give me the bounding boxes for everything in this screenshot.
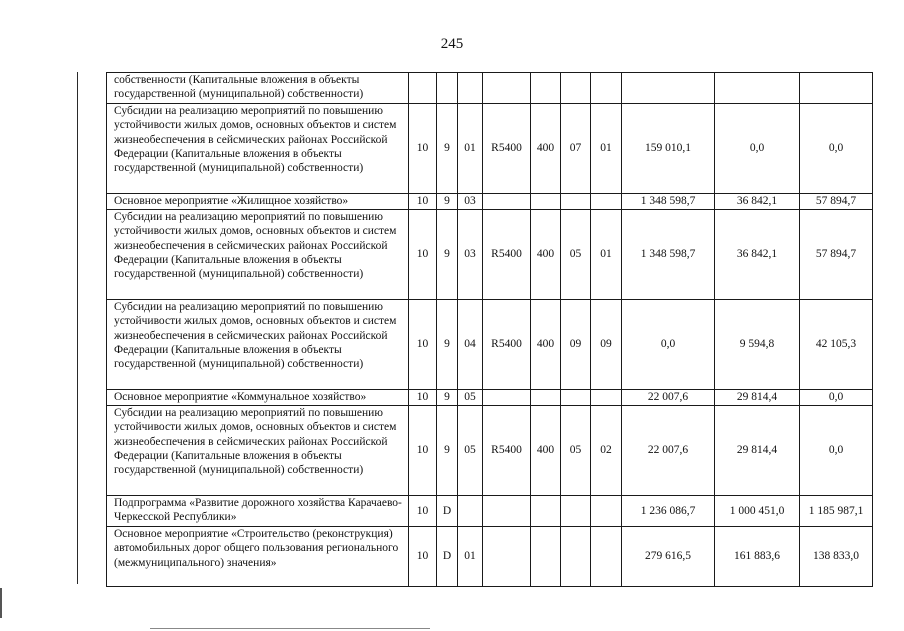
amount-2: 36 842,1 [715,210,800,300]
code-c: 05 [458,390,483,406]
amount-3: 138 833,0 [800,527,873,587]
code-f [561,496,591,527]
code-b: 9 [437,300,458,390]
code-d [483,73,531,104]
code-b: D [437,527,458,587]
row-description: Основное мероприятие «Коммунальное хозяйство» [107,390,409,406]
code-g: 01 [591,104,622,194]
code-c: 01 [458,527,483,587]
code-d [483,390,531,406]
amount-1: 1 348 598,7 [622,194,715,210]
amount-1: 0,0 [622,300,715,390]
code-d: R5400 [483,300,531,390]
amount-3: 42 105,3 [800,300,873,390]
code-f: 05 [561,406,591,496]
code-b: 9 [437,406,458,496]
code-c: 01 [458,104,483,194]
code-c: 04 [458,300,483,390]
amount-2: 1 000 451,0 [715,496,800,527]
code-e: 400 [531,104,561,194]
code-a: 10 [409,194,437,210]
row-description: собственности (Капитальные вложения в объекты государственной (муниципальной) собственности) [107,73,409,104]
row-description: Основное мероприятие «Строительство (реконструкция) автомобильных дорог общего пользования регионального (межмуниципального) значения» [107,527,409,587]
amount-1: 159 010,1 [622,104,715,194]
code-a: 10 [409,406,437,496]
code-g: 01 [591,210,622,300]
row-description: Субсидии на реализацию мероприятий по повышению устойчивости жилых домов, основных объектов и систем жизнеобеспечения в сейсмических районах Российской Федерации (Капитальные вложения в объекты государственной (муниципальной) собственности) [107,406,409,496]
code-d: R5400 [483,104,531,194]
code-a: 10 [409,496,437,527]
amount-2: 29 814,4 [715,390,800,406]
code-f [561,527,591,587]
amount-2: 36 842,1 [715,194,800,210]
scan-bottom-line [150,628,430,629]
code-f: 07 [561,104,591,194]
code-g [591,73,622,104]
amount-1: 1 236 086,7 [622,496,715,527]
table-row [107,390,873,406]
code-d [483,194,531,210]
table-row [107,406,873,496]
code-c: 03 [458,210,483,300]
code-f: 05 [561,210,591,300]
code-c: 03 [458,194,483,210]
budget-table-body [107,73,873,587]
table-row [107,300,873,390]
code-f [561,194,591,210]
amount-2 [715,73,800,104]
code-e: 400 [531,300,561,390]
scan-edge-mark [0,588,2,618]
table-row [107,73,873,104]
code-f [561,73,591,104]
amount-1 [622,73,715,104]
table-row [107,527,873,587]
code-g: 02 [591,406,622,496]
code-g [591,527,622,587]
code-b: 9 [437,104,458,194]
code-a: 10 [409,300,437,390]
code-d [483,496,531,527]
code-b: 9 [437,210,458,300]
code-a [409,73,437,104]
code-b: 9 [437,194,458,210]
row-description: Подпрограмма «Развитие дорожного хозяйства Карачаево-Черкесской Республики» [107,496,409,527]
amount-3: 0,0 [800,406,873,496]
code-g [591,194,622,210]
amount-1: 1 348 598,7 [622,210,715,300]
code-b: 9 [437,390,458,406]
amount-2: 0,0 [715,104,800,194]
code-g [591,390,622,406]
amount-2: 9 594,8 [715,300,800,390]
code-e [531,390,561,406]
code-g [591,496,622,527]
amount-2: 29 814,4 [715,406,800,496]
row-description: Субсидии на реализацию мероприятий по повышению устойчивости жилых домов, основных объектов и систем жизнеобеспечения в сейсмических районах Российской Федерации (Капитальные вложения в объекты государственной (муниципальной) собственности) [107,210,409,300]
code-d [483,527,531,587]
code-f [561,390,591,406]
code-a: 10 [409,527,437,587]
page-number: 245 [440,36,464,52]
code-a: 10 [409,104,437,194]
amount-1: 22 007,6 [622,406,715,496]
amount-1: 22 007,6 [622,390,715,406]
code-e [531,73,561,104]
row-description: Субсидии на реализацию мероприятий по повышению устойчивости жилых домов, основных объектов и систем жизнеобеспечения в сейсмических районах Российской Федерации (Капитальные вложения в объекты государственной (муниципальной) собственности) [107,104,409,194]
table-row [107,210,873,300]
code-e: 400 [531,210,561,300]
amount-3: 1 185 987,1 [800,496,873,527]
amount-2: 161 883,6 [715,527,800,587]
table-row [107,496,873,527]
code-d: R5400 [483,210,531,300]
table-row [107,194,873,210]
amount-3: 0,0 [800,390,873,406]
table-row [107,104,873,194]
budget-table [106,72,873,587]
code-g: 09 [591,300,622,390]
code-e [531,194,561,210]
code-e: 400 [531,406,561,496]
left-margin-rule [77,72,78,584]
code-b [437,73,458,104]
code-b: D [437,496,458,527]
code-c [458,73,483,104]
amount-3: 57 894,7 [800,210,873,300]
amount-3: 0,0 [800,104,873,194]
code-a: 10 [409,390,437,406]
code-f: 09 [561,300,591,390]
amount-1: 279 616,5 [622,527,715,587]
code-e [531,527,561,587]
code-c [458,496,483,527]
code-e [531,496,561,527]
amount-3: 57 894,7 [800,194,873,210]
code-c: 05 [458,406,483,496]
code-d: R5400 [483,406,531,496]
amount-3 [800,73,873,104]
code-a: 10 [409,210,437,300]
row-description: Основное мероприятие «Жилищное хозяйство» [107,194,409,210]
row-description: Субсидии на реализацию мероприятий по повышению устойчивости жилых домов, основных объектов и систем жизнеобеспечения в сейсмических районах Российской Федерации (Капитальные вложения в объекты государственной (муниципальной) собственности) [107,300,409,390]
